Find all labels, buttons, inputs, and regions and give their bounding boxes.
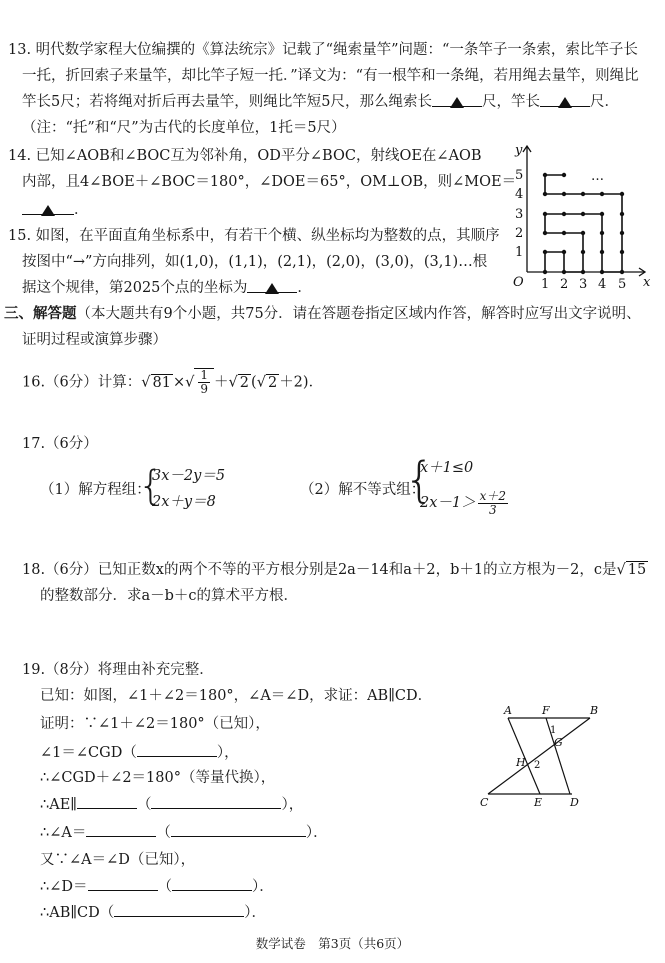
q17-ineq2-fraction: [478, 490, 508, 517]
q18-sqrt15: 15: [627, 562, 647, 578]
q16-label: 16.（6分）计算：: [22, 374, 142, 391]
q19-proof-2-a: ∠1＝∠CGD（: [40, 745, 137, 761]
q19-proof-4-a: ∴AE∥: [40, 797, 77, 813]
q17-eq1: 3x－2y＝5: [152, 468, 226, 484]
q19-title: 19.（8分）将理由补充完整．: [22, 662, 214, 678]
figure-label-E: E: [534, 796, 543, 809]
grid-x-tick-4: 4: [598, 277, 607, 290]
grid-y-tick-5: 5: [515, 168, 524, 183]
figure-angle-1: 1: [550, 725, 557, 736]
q17-label: 17.（6分）: [22, 436, 98, 452]
q18-line2: 的整数部分．求a－b＋c的算术平方根．: [40, 588, 299, 604]
section3-desc: （本大题共有9个小题，共75分．请在答题卷指定区域内作答，解答时应写出文字说明、: [76, 306, 641, 322]
figure-label-B: B: [590, 704, 599, 717]
q19-blank-7[interactable]: [172, 876, 252, 891]
q13-line3-b: 尺，竿长: [481, 94, 540, 110]
q19-proof-4-b: （: [136, 797, 152, 813]
q19-blank-2[interactable]: [77, 794, 137, 809]
q16-frac-den: 9: [200, 382, 209, 396]
q16-fraction: [198, 369, 210, 396]
q14-answer-blank[interactable]: [22, 200, 74, 215]
q19-proof-4-c: ），: [281, 797, 304, 813]
q19-blank-1[interactable]: [137, 742, 217, 757]
q14-line2: 内部，且4∠BOE＋∠BOC＝180°，∠DOE＝65°，OM⊥OB，则∠MOE＝: [22, 174, 517, 190]
q15-line3: [22, 278, 312, 298]
q19-proof-1: 证明：∵∠1＋∠2＝180°（已知），: [40, 716, 270, 732]
q17-frac-num: x＋2: [479, 488, 507, 503]
parallel-lines-figure: [470, 700, 620, 815]
grid-x-tick-5: 5: [618, 277, 627, 290]
figure-angle-2: 2: [534, 760, 541, 771]
q19-proof-4: [40, 794, 303, 815]
figure-label-A: A: [504, 704, 512, 717]
q19-proof-5-c: ）．: [305, 825, 328, 841]
q17-frac-den: 3: [489, 502, 497, 517]
q19-blank-6[interactable]: [88, 876, 158, 891]
q19-given: 已知：如图，∠1＋∠2＝180°，∠A＝∠D，求证：AB∥CD．: [40, 688, 433, 704]
q16-sqrt2b: 2: [267, 374, 278, 391]
section3-title: 三、解答题: [4, 305, 77, 322]
q17-ineq1: x＋1≤0: [420, 460, 474, 476]
q19-proof-5-b: （: [156, 825, 171, 841]
grid-y-tick-2: 2: [515, 226, 524, 241]
grid-y-tick-3: 3: [515, 207, 524, 222]
q16-tail: ＋2)．: [279, 374, 324, 391]
q19-proof-2: [40, 742, 239, 763]
q17-part2-label: （2）解不等式组：: [300, 482, 426, 498]
q19-blank-5[interactable]: [171, 822, 306, 837]
figure-label-H: H: [516, 756, 526, 769]
grid-x-tick-3: 3: [579, 277, 588, 290]
q17-ineq2: [420, 488, 510, 518]
q13-line3: [22, 92, 619, 112]
q15-line3-a: 据这个规律，第2025个点的坐标为: [22, 280, 248, 296]
grid-x-label: x: [643, 275, 651, 290]
grid-y-tick-1: 1: [515, 245, 524, 260]
q15-line1: 15. 如图，在平面直角坐标系中，有若干个横、纵坐标均为整数的点，其顺序: [8, 228, 500, 244]
answer-triangle-icon: [265, 283, 279, 294]
q18-line1: 18.（6分）已知正数x的两个不等的平方根分别是2a－14和a＋2，b＋1的立方根为－2，c是√ 15: [22, 562, 647, 578]
figure-label-G: G: [554, 736, 563, 749]
q19-proof-7-a: ∴∠D＝: [40, 879, 88, 895]
grid-ellipsis: …: [591, 169, 604, 184]
grid-y-label: y: [515, 143, 523, 158]
q19-proof-6: 又∵∠A＝∠D（已知），: [40, 852, 196, 868]
q19-proof-8-b: ）．: [244, 905, 267, 921]
grid-origin: O: [513, 275, 524, 290]
answer-triangle-icon: [41, 205, 55, 216]
q16-sqrt81: 81: [152, 374, 171, 391]
q19-blank-3[interactable]: [151, 794, 281, 809]
q19-proof-2-b: ），: [216, 745, 239, 761]
q17-brace-2: {: [404, 452, 435, 508]
q16-paren: (: [251, 374, 257, 391]
q15-answer-blank[interactable]: [247, 278, 297, 293]
q14-line1: 14. 已知∠AOB和∠BOC互为邻补角，OD平分∠BOC，射线OE在∠AOB: [8, 148, 482, 164]
q19-blank-4[interactable]: [86, 822, 156, 837]
q19-proof-3: ∴∠CGD＋∠2＝180°（等量代换），: [40, 770, 276, 786]
q19-proof-7-c: ）．: [252, 879, 274, 895]
figure-label-D: D: [570, 796, 579, 809]
q13-line1: 13. 明代数学家程大位编撰的《算法统宗》记载了“绳索量竿”问题：“一条竿子一条索，索比竿子长: [8, 42, 638, 58]
q19-blank-8[interactable]: [114, 902, 244, 917]
q17-part1-label: （1）解方程组：: [40, 482, 151, 498]
q19-proof-5: [40, 822, 328, 843]
coordinate-grid-figure: [505, 140, 655, 290]
answer-triangle-icon: [450, 97, 464, 108]
q15-line2: 按图中“→”方向排列，如(1,0)，(1,1)，(2,1)，(2,0)，(3,0)，(3,1)…根: [22, 254, 488, 270]
q13-answer-blank-2[interactable]: [540, 92, 590, 107]
answer-triangle-icon: [558, 97, 572, 108]
grid-path-line: [545, 175, 622, 272]
section3-line1: [4, 304, 641, 324]
q13-line2: 一托，折回索子来量竿，却比竿子短一托．”译文为：“有一根竿和一条绳，若用绳去量竿，则绳比: [22, 68, 639, 84]
q16-sqrt2: 2: [239, 374, 250, 391]
grid-x-tick-1: 1: [541, 277, 550, 290]
q17-ineq2-left: 2x－1＞: [420, 495, 476, 511]
q13-line3-c: 尺．: [589, 94, 619, 110]
q17-brace-1: {: [138, 463, 164, 509]
q14-line3: [22, 200, 89, 220]
q13-note: （注：“托”和“尺”为古代的长度单位，1托＝5尺）: [22, 120, 346, 136]
q14-line3-end: ．: [74, 202, 89, 218]
section3-line2: 证明过程或演算步骤）: [22, 332, 167, 348]
q13-line3-a: 竿长5尺；若将绳对折后再去量竿，则绳比竿短5尺，那么绳索长: [22, 94, 432, 110]
q16-plus: ＋: [214, 374, 229, 391]
page-footer: 数学试卷 第3页（共6页）: [255, 936, 410, 951]
q16-frac-num: 1: [200, 368, 209, 382]
q15-line3-b: ．: [297, 280, 312, 296]
figure-label-F: F: [542, 704, 550, 717]
q17-eq2: 2x＋y＝8: [152, 494, 216, 510]
q19-proof-5-a: ∴∠A＝: [40, 825, 87, 841]
q19-proof-7: [40, 876, 274, 897]
q13-answer-blank-1[interactable]: [432, 92, 482, 107]
q19-proof-8-a: ∴AB∥CD（: [40, 905, 115, 921]
q19-proof-7-b: （: [157, 879, 173, 895]
q16-times: ×: [173, 374, 186, 391]
q19-proof-8: [40, 902, 266, 923]
q16: 16.（6分）计算：√ 81 ×√ $\frac{1}{9}$ ＋√ 2 (√ 2 ＋2)．: [22, 368, 324, 396]
figure-label-C: C: [480, 796, 489, 809]
grid-y-tick-4: 4: [515, 187, 524, 202]
grid-x-tick-2: 2: [560, 277, 569, 290]
q18-line1-text: 18.（6分）已知正数x的两个不等的平方根分别是2a－14和a＋2，b＋1的立方根为－2，c是: [22, 562, 617, 578]
